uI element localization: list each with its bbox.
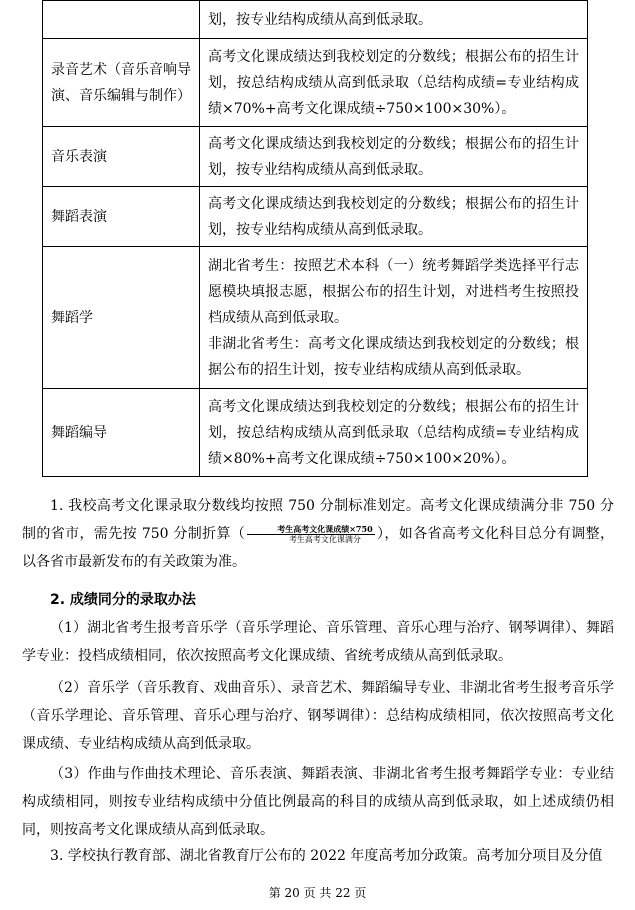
formula-denominator: 考生高考文化课满分 bbox=[288, 534, 361, 544]
section-2-item: （1）湖北省考生报考音乐学（音乐学理论、音乐管理、音乐心理与治疗、钢琴调律）、舞蹈学专业：投档成绩相同，依次按照高考文化课成绩、省统考成绩从高到低录取。 bbox=[22, 620, 614, 664]
policy-cell bbox=[200, 127, 588, 187]
major-cell bbox=[43, 1, 200, 39]
table-row bbox=[43, 247, 588, 389]
section-2-item: （2）音乐学（音乐教育、戏曲音乐）、录音艺术、舞蹈编导专业、非湖北省考生报考音乐学（音乐学理论、音乐管理、音乐心理与治疗、钢琴调律）：总结构成绩相同，依次按照高考文化课成绩、专业结构成绩从高到低录取。 bbox=[22, 680, 614, 752]
conversion-formula bbox=[247, 524, 374, 545]
policy-text: 高考文化课成绩达到我校划定的分数线；根据公布的招生计划，按专业结构成绩从高到低录取。 bbox=[208, 195, 579, 238]
policy-cell bbox=[200, 1, 588, 39]
table-row bbox=[43, 389, 588, 477]
section-2-heading: 2. 成绩同分的录取办法 bbox=[50, 592, 196, 608]
note-1-text-b: ），如各省高考文化科目总分有调整，以各省市最新发布的有关政策为准。 bbox=[22, 526, 614, 570]
note-3: 3. 学校执行教育部、湖北省教育厅公布的 2022 年度高考加分政策。高考加分项目及分值 bbox=[50, 848, 603, 864]
major-cell: 音乐表演 bbox=[43, 127, 200, 187]
note-1 bbox=[22, 492, 614, 576]
policy-text: 高考文化课成绩达到我校划定的分数线；根据公布的招生计划，按总结构成绩从高到低录取（总结构成绩=专业结构成绩×80%+高考文化课成绩÷750×100×20%）。 bbox=[208, 398, 579, 467]
table-row bbox=[43, 39, 588, 127]
formula-numerator: 考生高考文化课成绩×750 bbox=[247, 524, 374, 535]
table-row bbox=[43, 187, 588, 247]
table-row bbox=[43, 127, 588, 187]
major-cell: 舞蹈编导 bbox=[43, 389, 200, 477]
policy-text: 湖北省考生：按照艺术本科（一）统考舞蹈学类选择平行志愿模块填报志愿，根据公布的招生计划，对进档考生按照投档成绩从高到低录取。 bbox=[208, 257, 579, 326]
policy-text: 划，按专业结构成绩从高到低录取。 bbox=[208, 11, 432, 28]
note-1-text-a: 1. 我校高考文化课录取分数线均按照 750 分制标准划定。高考文化课成绩满分非 750 分制的省市，需先按 750 分制折算（ bbox=[22, 498, 614, 542]
admission-table bbox=[42, 0, 588, 477]
page-number: 第 20 页 共 22 页 bbox=[268, 886, 367, 900]
major-cell: 舞蹈表演 bbox=[43, 187, 200, 247]
policy-cell bbox=[200, 187, 588, 247]
major-cell: 舞蹈学 bbox=[43, 247, 200, 389]
policy-cell bbox=[200, 39, 588, 127]
policy-text: 高考文化课成绩达到我校划定的分数线；根据公布的招生计划，按专业结构成绩从高到低录取。 bbox=[208, 135, 579, 178]
policy-cell bbox=[200, 389, 588, 477]
policy-text: 非湖北省考生：高考文化课成绩达到我校划定的分数线；根据公布的招生计划，按专业结构成绩从高到低录取。 bbox=[208, 335, 579, 378]
major-cell: 录音艺术（音乐音响导演、音乐编辑与制作） bbox=[43, 39, 200, 127]
section-2-item: （3）作曲与作曲技术理论、音乐表演、舞蹈表演、非湖北省考生报考舞蹈学专业：专业结构成绩相同，则按专业结构成绩中分值比例最高的科目的成绩从高到低录取，如上述成绩仍相同，则按高考文化课成绩从高到低录取。 bbox=[22, 766, 614, 838]
table-row bbox=[43, 1, 588, 39]
policy-cell bbox=[200, 247, 588, 389]
policy-text: 高考文化课成绩达到我校划定的分数线；根据公布的招生计划，按总结构成绩从高到低录取（总结构成绩=专业结构成绩×70%+高考文化课成绩÷750×100×30%）。 bbox=[208, 48, 579, 117]
